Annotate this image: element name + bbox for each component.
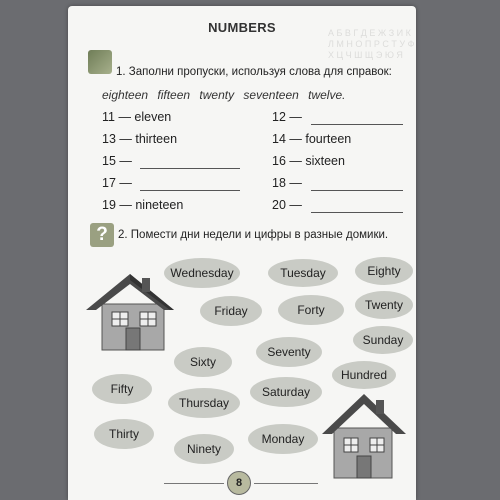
pencil-icon — [88, 50, 112, 74]
word-bubble[interactable]: Eighty — [355, 257, 413, 285]
house-icon — [320, 390, 410, 480]
word-bubble[interactable]: Twenty — [355, 291, 413, 319]
question-mark-icon: ? — [90, 223, 114, 247]
blank-line[interactable] — [311, 212, 403, 213]
bleed-through-text: А Б В Г Д Е Ж З И К Л М Н О П Р С Т У Ф Х Ц Ч Ш Щ Э Ю Я — [328, 28, 415, 60]
number-row: 12 — — [272, 110, 302, 124]
number-row: 20 — — [272, 198, 302, 212]
blank-line[interactable] — [140, 190, 240, 191]
number-row: 18 — — [272, 176, 302, 190]
page-number: 8 — [227, 471, 251, 495]
reference-words: eighteen fifteen twenty seventeen twelve. — [102, 88, 346, 102]
house-icon — [84, 270, 178, 352]
word-bubble[interactable]: Ninety — [174, 434, 234, 464]
footer-line — [164, 483, 224, 484]
number-row: 17 — — [102, 176, 132, 190]
number-row: 19 — nineteen — [102, 198, 184, 212]
workbook-page — [68, 6, 416, 500]
word-bubble[interactable]: Sixty — [174, 347, 232, 377]
word-bubble[interactable]: Seventy — [256, 337, 322, 367]
word-bubble[interactable]: Fifty — [92, 374, 152, 404]
blank-line[interactable] — [311, 124, 403, 125]
word-bubble[interactable]: Saturday — [250, 377, 322, 407]
task2-instruction: 2. Помести дни недели и цифры в разные домики. — [118, 229, 389, 241]
word-bubble[interactable]: Sunday — [353, 326, 413, 354]
word-bubble[interactable]: Thursday — [168, 388, 240, 418]
number-row: 13 — thirteen — [102, 132, 178, 146]
word-bubble[interactable]: Thirty — [94, 419, 154, 449]
blank-line[interactable] — [140, 168, 240, 169]
word-bubble[interactable]: Wednesday — [164, 258, 240, 288]
footer-line — [254, 483, 318, 484]
task1-instruction: 1. Заполни пропуски, используя слова для справок: — [116, 66, 392, 78]
word-bubble[interactable]: Monday — [248, 424, 318, 454]
word-bubble[interactable]: Forty — [278, 295, 344, 325]
word-bubble[interactable]: Tuesday — [268, 259, 338, 287]
word-bubble[interactable]: Friday — [200, 296, 262, 326]
blank-line[interactable] — [311, 190, 403, 191]
word-bubble[interactable]: Hundred — [332, 361, 396, 389]
number-row: 16 — sixteen — [272, 154, 345, 168]
number-row: 14 — fourteen — [272, 132, 352, 146]
number-row: 11 — eleven — [102, 110, 172, 124]
page-title: NUMBERS — [208, 20, 276, 35]
number-row: 15 — — [102, 154, 132, 168]
